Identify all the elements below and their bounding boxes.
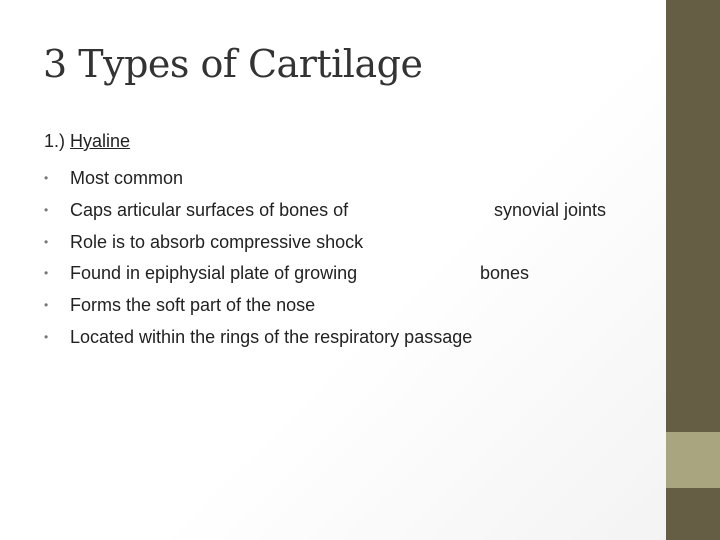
bullet-icon: • [44,171,49,185]
bullet-text: Located within the rings of the respiratory passage [70,326,473,347]
bullet-icon: • [44,234,49,249]
bullet-icon: • [44,329,49,344]
section-name: Hyaline [70,131,131,151]
slide-title: 3 Types of Cartilage [43,42,423,86]
bullet-text: Most common [70,168,184,188]
section-heading [44,131,130,152]
bullet-text: Role is to absorb compressive shock [70,231,364,252]
side-decor-accent [666,432,720,488]
bullet-icon: • [44,266,49,281]
bullet-text-continued: bones [480,263,530,284]
bullet-text: Forms the soft part of the nose [70,295,316,316]
bullet-icon: • [44,202,49,217]
bullet-text: Found in epiphysial plate of growing [70,263,358,284]
bullet-icon: • [44,298,49,313]
section-number: 1.) [44,131,66,151]
bullet-text: Caps articular surfaces of bones of [70,199,349,220]
bullet-text-continued: synovial joints [494,199,607,220]
